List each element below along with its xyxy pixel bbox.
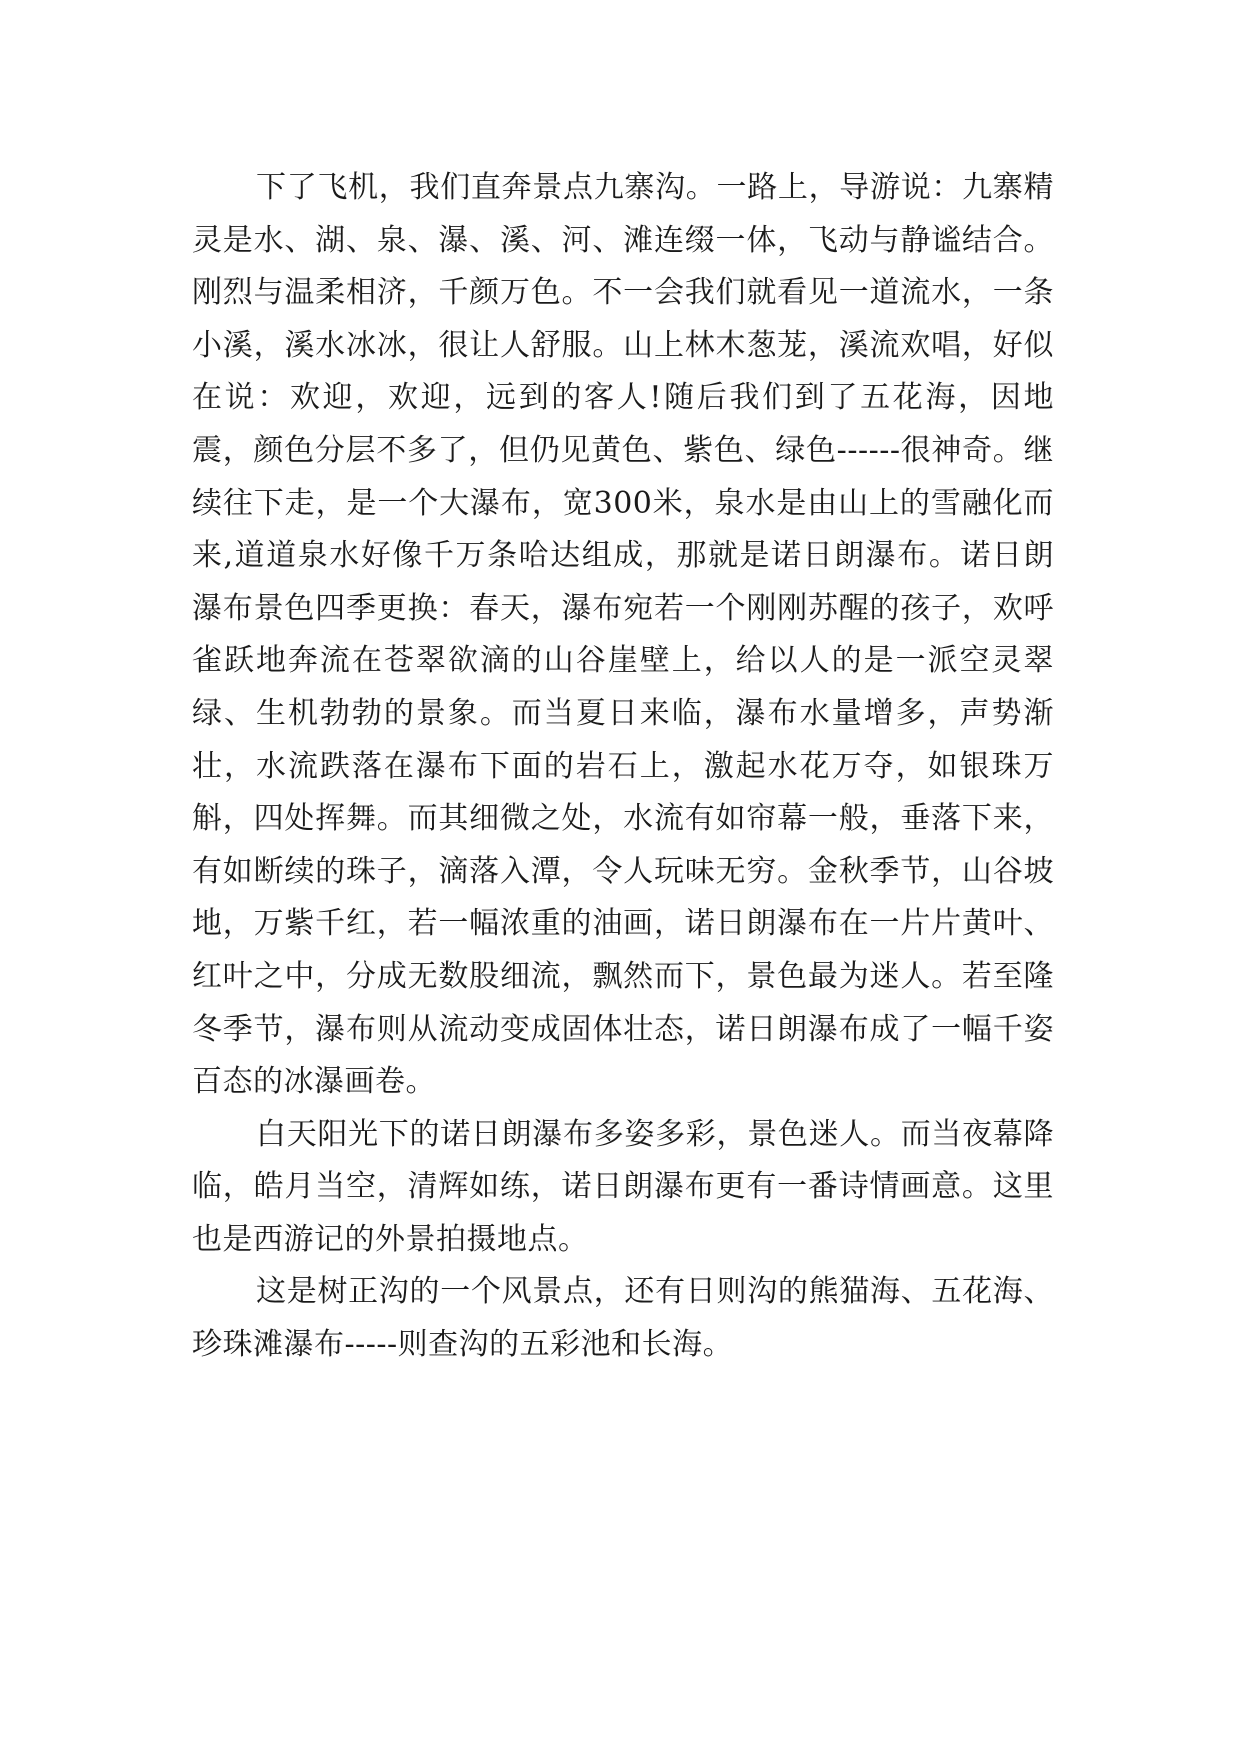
paragraph-3: 这是树正沟的一个风景点，还有日则沟的熊猫海、五花海、珍珠滩瀑布-----则查沟的五彩池和长海。: [192, 1274, 1054, 1363]
document-body: [192, 162, 1054, 1372]
paragraph-2: 白天阳光下的诺日朗瀑布多姿多彩，景色迷人。而当夜幕降临，皓月当空，清辉如练，诺日朗瀑布更有一番诗情画意。这里也是西游记的外景拍摄地点。: [192, 1116, 1054, 1257]
paragraph-1: 下了飞机，我们直奔景点九寨沟。一路上，导游说：九寨精灵是水、湖、泉、瀑、溪、河、滩连缀一体，飞动与静谧结合。刚烈与温柔相济，千颜万色。不一会我们就看见一道流水，一条小溪，溪水冰冰，很让人舒服。山上林木葱茏，溪流欢唱，好似在说：欢迎，欢迎，远到的客人!随后我们到了五花海，因地震，颜色分层不多了，但仍见黄色、紫色、绿色------很神奇。继续往下走，是一个大瀑布，宽300米，泉水是由山上的雪融化而来,道道泉水好像千万条哈达组成，那就是诺日朗瀑布。诺日朗瀑布景色四季更换：春天，瀑布宛若一个刚刚苏醒的孩子，欢呼雀跃地奔流在苍翠欲滴的山谷崖壁上，给以人的是一派空灵翠绿、生机勃勃的景象。而当夏日来临，瀑布水量增多，声势渐壮，水流跌落在瀑布下面的岩石上，激起水花万夺，如银珠万斛，四处挥舞。而其细微之处，水流有如帘幕一般，垂落下来，有如断续的珠子，滴落入潭，令人玩味无穷。金秋季节，山谷坡地，万紫千红，若一幅浓重的油画，诺日朗瀑布在一片片黄叶、红叶之中，分成无数股细流，飘然而下，景色最为迷人。若至隆冬季节，瀑布则从流动变成固体壮态，诺日朗瀑布成了一幅千姿百态的冰瀑画卷。: [192, 170, 1054, 1100]
